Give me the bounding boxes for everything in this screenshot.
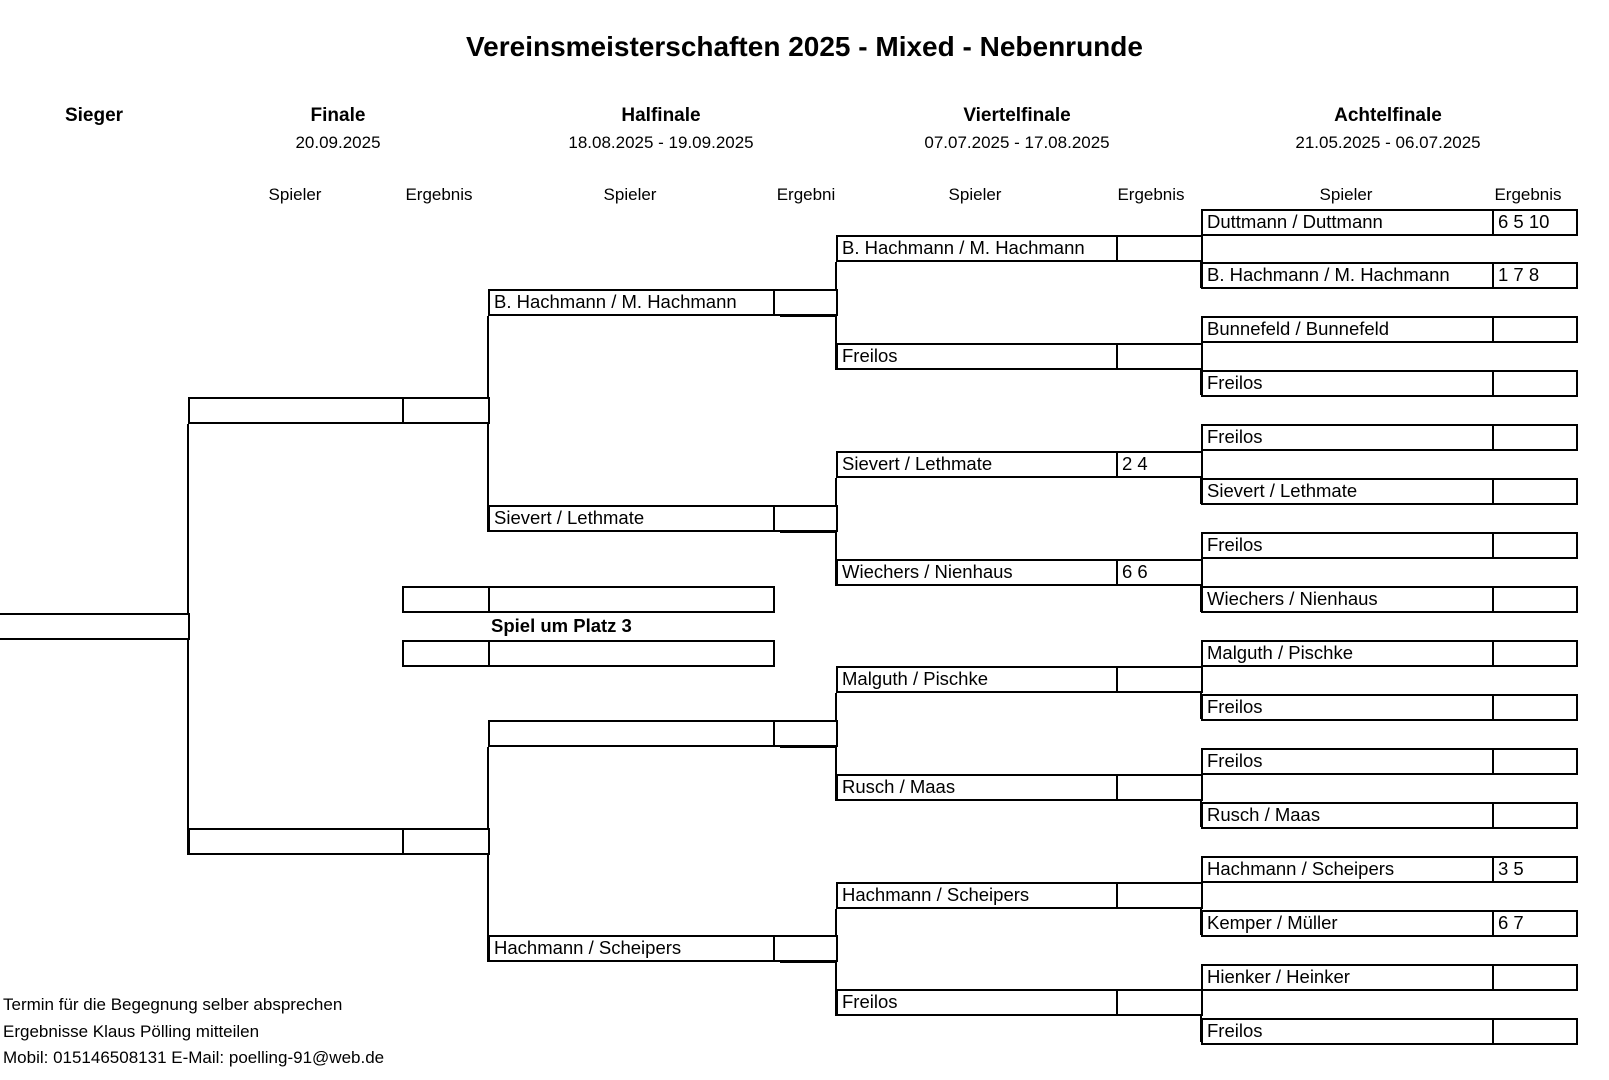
achtel-player-12[interactable]: Rusch / Maas <box>1201 802 1494 829</box>
achtel-player-16[interactable]: Freilos <box>1201 1018 1494 1045</box>
achtel-score-12[interactable] <box>1492 802 1578 829</box>
col-header-halb-ergebnis: Ergebni <box>776 185 836 204</box>
achtel-score-15[interactable] <box>1492 964 1578 991</box>
col-header-achtel-spieler: Spieler <box>1319 185 1373 204</box>
achtel-player-5[interactable]: Freilos <box>1201 424 1494 451</box>
achtel-score-10[interactable] <box>1492 694 1578 721</box>
achtel-score-2[interactable]: 1 7 8 <box>1492 262 1578 289</box>
achtel-score-1[interactable]: 6 5 10 <box>1492 209 1578 236</box>
round-title-achtelfinale: Achtelfinale <box>1334 105 1442 126</box>
achtel-player-1[interactable]: Duttmann / Duttmann <box>1201 209 1494 236</box>
achtel-player-11[interactable]: Freilos <box>1201 748 1494 775</box>
viertel-score-7[interactable] <box>1116 882 1203 909</box>
viertel-player-2[interactable]: Freilos <box>836 343 1118 370</box>
platz3-score-2[interactable] <box>402 640 490 667</box>
achtel-score-4[interactable] <box>1492 370 1578 397</box>
achtel-score-7[interactable] <box>1492 532 1578 559</box>
finale-score-1[interactable] <box>402 397 490 424</box>
achtel-player-7[interactable]: Freilos <box>1201 532 1494 559</box>
platz3-player-1[interactable] <box>488 586 775 613</box>
viertel-score-5[interactable] <box>1116 666 1203 693</box>
viertel-score-6[interactable] <box>1116 774 1203 801</box>
achtel-score-8[interactable] <box>1492 586 1578 613</box>
sieger-box[interactable] <box>0 613 190 640</box>
achtel-player-3[interactable]: Bunnefeld / Bunnefeld <box>1201 316 1494 343</box>
round-title-viertelfinale: Viertelfinale <box>963 105 1071 126</box>
viertel-score-1[interactable] <box>1116 235 1203 262</box>
achtel-player-9[interactable]: Malguth / Pischke <box>1201 640 1494 667</box>
viertel-score-8[interactable] <box>1116 989 1203 1016</box>
footer-line-2: Ergebnisse Klaus Pölling mitteilen <box>3 1022 260 1041</box>
halb-score-3[interactable] <box>773 720 838 747</box>
achtel-score-11[interactable] <box>1492 748 1578 775</box>
finale-player-2[interactable] <box>188 828 404 855</box>
col-header-finale-ergebnis: Ergebnis <box>405 185 473 204</box>
round-date-halbfinale: 18.08.2025 - 19.09.2025 <box>568 133 754 152</box>
col-header-achtel-ergebnis: Ergebnis <box>1494 185 1562 204</box>
viertel-player-5[interactable]: Malguth / Pischke <box>836 666 1118 693</box>
round-date-finale: 20.09.2025 <box>295 133 381 152</box>
col-header-finale-spieler: Spieler <box>268 185 322 204</box>
col-header-viertel-ergebnis: Ergebnis <box>1117 185 1185 204</box>
achtel-player-6[interactable]: Sievert / Lethmate <box>1201 478 1494 505</box>
viertel-score-3[interactable]: 2 4 <box>1116 451 1203 478</box>
viertel-player-6[interactable]: Rusch / Maas <box>836 774 1118 801</box>
viertel-player-8[interactable]: Freilos <box>836 989 1118 1016</box>
halb-player-3[interactable] <box>488 720 775 747</box>
viertel-score-4[interactable]: 6 6 <box>1116 559 1203 586</box>
platz3-score-1[interactable] <box>402 586 490 613</box>
viertel-score-2[interactable] <box>1116 343 1203 370</box>
achtel-score-16[interactable] <box>1492 1018 1578 1045</box>
halb-score-1[interactable] <box>773 289 838 316</box>
achtel-player-4[interactable]: Freilos <box>1201 370 1494 397</box>
col-header-viertel-spieler: Spieler <box>948 185 1002 204</box>
viertel-player-4[interactable]: Wiechers / Nienhaus <box>836 559 1118 586</box>
viertel-player-3[interactable]: Sievert / Lethmate <box>836 451 1118 478</box>
achtel-score-3[interactable] <box>1492 316 1578 343</box>
round-title-halbfinale: Halfinale <box>621 105 701 126</box>
round-date-achtelfinale: 21.05.2025 - 06.07.2025 <box>1295 133 1481 152</box>
finale-score-2[interactable] <box>402 828 490 855</box>
viertel-player-7[interactable]: Hachmann / Scheipers <box>836 882 1118 909</box>
achtel-score-13[interactable]: 3 5 <box>1492 856 1578 883</box>
achtel-player-8[interactable]: Wiechers / Nienhaus <box>1201 586 1494 613</box>
achtel-score-6[interactable] <box>1492 478 1578 505</box>
viertel-player-1[interactable]: B. Hachmann / M. Hachmann <box>836 235 1118 262</box>
achtel-score-9[interactable] <box>1492 640 1578 667</box>
halb-score-2[interactable] <box>773 505 838 532</box>
footer-line-3: Mobil: 015146508131 E-Mail: poelling-91@web.de <box>3 1048 385 1067</box>
halb-player-4[interactable]: Hachmann / Scheipers <box>488 935 775 962</box>
achtel-player-10[interactable]: Freilos <box>1201 694 1494 721</box>
halb-score-4[interactable] <box>773 935 838 962</box>
achtel-player-13[interactable]: Hachmann / Scheipers <box>1201 856 1494 883</box>
platz3-player-2[interactable] <box>488 640 775 667</box>
round-date-viertelfinale: 07.07.2025 - 17.08.2025 <box>924 133 1110 152</box>
page-title: Vereinsmeisterschaften 2025 - Mixed - Nebenrunde <box>466 31 1143 62</box>
achtel-player-14[interactable]: Kemper / Müller <box>1201 910 1494 937</box>
halb-player-1[interactable]: B. Hachmann / M. Hachmann <box>488 289 775 316</box>
platz3-label: Spiel um Platz 3 <box>491 615 632 636</box>
round-title-finale: Finale <box>310 105 366 126</box>
achtel-score-5[interactable] <box>1492 424 1578 451</box>
col-header-halb-spieler: Spieler <box>603 185 657 204</box>
achtel-player-2[interactable]: B. Hachmann / M. Hachmann <box>1201 262 1494 289</box>
footer-line-1: Termin für die Begegnung selber absprechen <box>3 995 343 1014</box>
halb-player-2[interactable]: Sievert / Lethmate <box>488 505 775 532</box>
round-title-sieger: Sieger <box>64 105 124 126</box>
achtel-player-15[interactable]: Hienker / Heinker <box>1201 964 1494 991</box>
achtel-score-14[interactable]: 6 7 <box>1492 910 1578 937</box>
finale-player-1[interactable] <box>188 397 404 424</box>
